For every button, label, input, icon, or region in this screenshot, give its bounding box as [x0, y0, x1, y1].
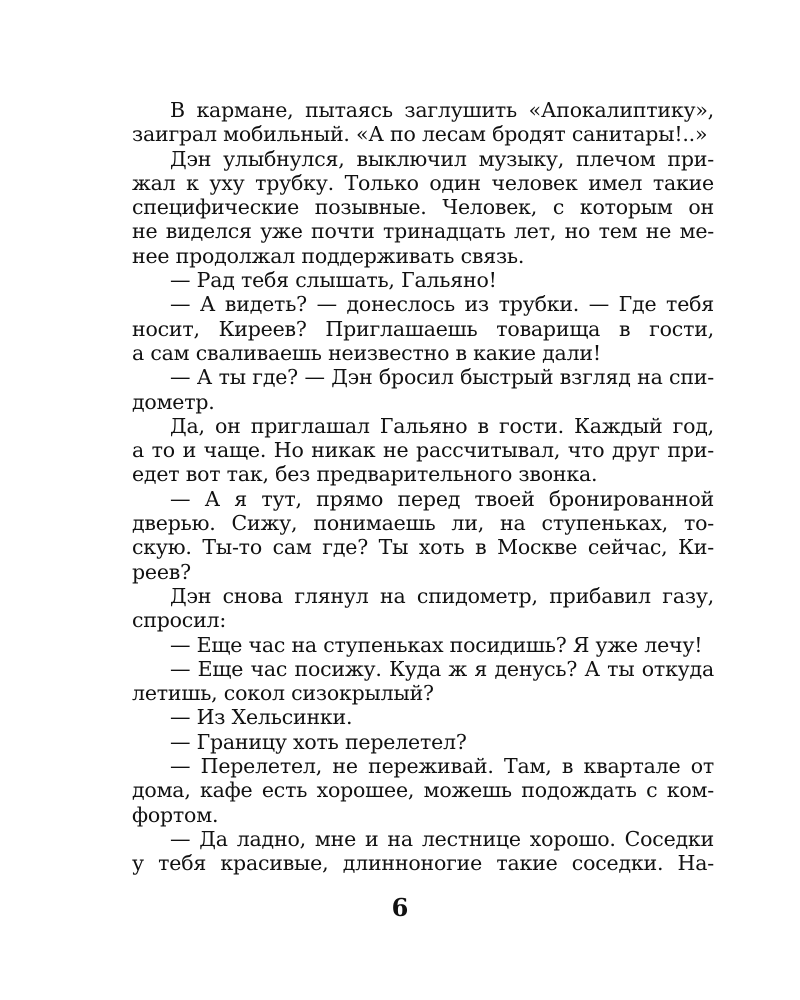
text-line: дометр. — [132, 389, 215, 414]
text-line: едет вот так, без предварительного звонка. — [132, 462, 598, 487]
text-line: — Еще час на ступеньках посидишь? Я уже лечу! — [170, 632, 703, 657]
text-line: Да, он приглашал Гальяно в гости. Каждый год, — [170, 413, 714, 438]
text-line: — Рад тебя слышать, Гальяно! — [170, 268, 497, 293]
text-line: — А видеть? — донеслось из трубки. — Где тебя — [170, 292, 714, 317]
text-line: жал к уху трубку. Только один человек имел такие — [132, 170, 714, 195]
text-line: а сам сваливаешь неизвестно в какие дали! — [132, 340, 601, 365]
text-line: — Из Хельсинки. — [170, 705, 353, 730]
text-line: реев? — [132, 559, 191, 584]
text-line: специфические позывные. Человек, с которым он — [132, 195, 714, 220]
text-line: — А я тут, прямо перед твоей бронированной — [170, 486, 714, 511]
text-line: не виделся уже почти тринадцать лет, но тем не ме- — [132, 219, 714, 244]
book-page-text — [132, 98, 714, 876]
text-line: — Перелетел, не переживай. Там, в квартале от — [170, 754, 714, 779]
text-line: Дэн улыбнулся, выключил музыку, плечом при- — [170, 146, 714, 171]
text-line: носит, Киреев? Приглашаешь товарища в гости, — [132, 316, 714, 341]
text-line: — Границу хоть перелетел? — [170, 729, 467, 754]
text-line: дверью. Сижу, понимаешь ли, на ступеньках, то- — [132, 511, 714, 536]
text-line: нее продолжал поддерживать связь. — [132, 243, 525, 268]
text-line: В кармане, пытаясь заглушить «Апокалиптику», — [170, 98, 714, 122]
text-line: — Да ладно, мне и на лестнице хорошо. Соседки — [170, 826, 714, 851]
text-line: летишь, сокол сизокрылый? — [132, 681, 434, 706]
text-line: у тебя красивые, длинноногие такие соседки. На- — [132, 851, 714, 876]
text-line: фортом. — [132, 802, 219, 827]
page-number: 6 — [391, 893, 409, 922]
text-line: Дэн снова глянул на спидометр, прибавил газу, — [170, 583, 714, 608]
text-line: — А ты где? — Дэн бросил быстрый взгляд на спи- — [170, 365, 714, 390]
text-line: а то и чаще. Но никак не рассчитывал, что друг при- — [132, 438, 714, 463]
text-line: дома, кафе есть хорошее, можешь подождать с ком- — [132, 778, 714, 803]
text-line: — Еще час посижу. Куда ж я денусь? А ты откуда — [170, 656, 714, 681]
text-line: заиграл мобильный. «А по лесам бродят санитары!..» — [132, 122, 708, 147]
text-line: скую. Ты-то сам где? Ты хоть в Москве сейчас, Ки- — [132, 535, 714, 560]
text-line: спросил: — [132, 608, 227, 633]
